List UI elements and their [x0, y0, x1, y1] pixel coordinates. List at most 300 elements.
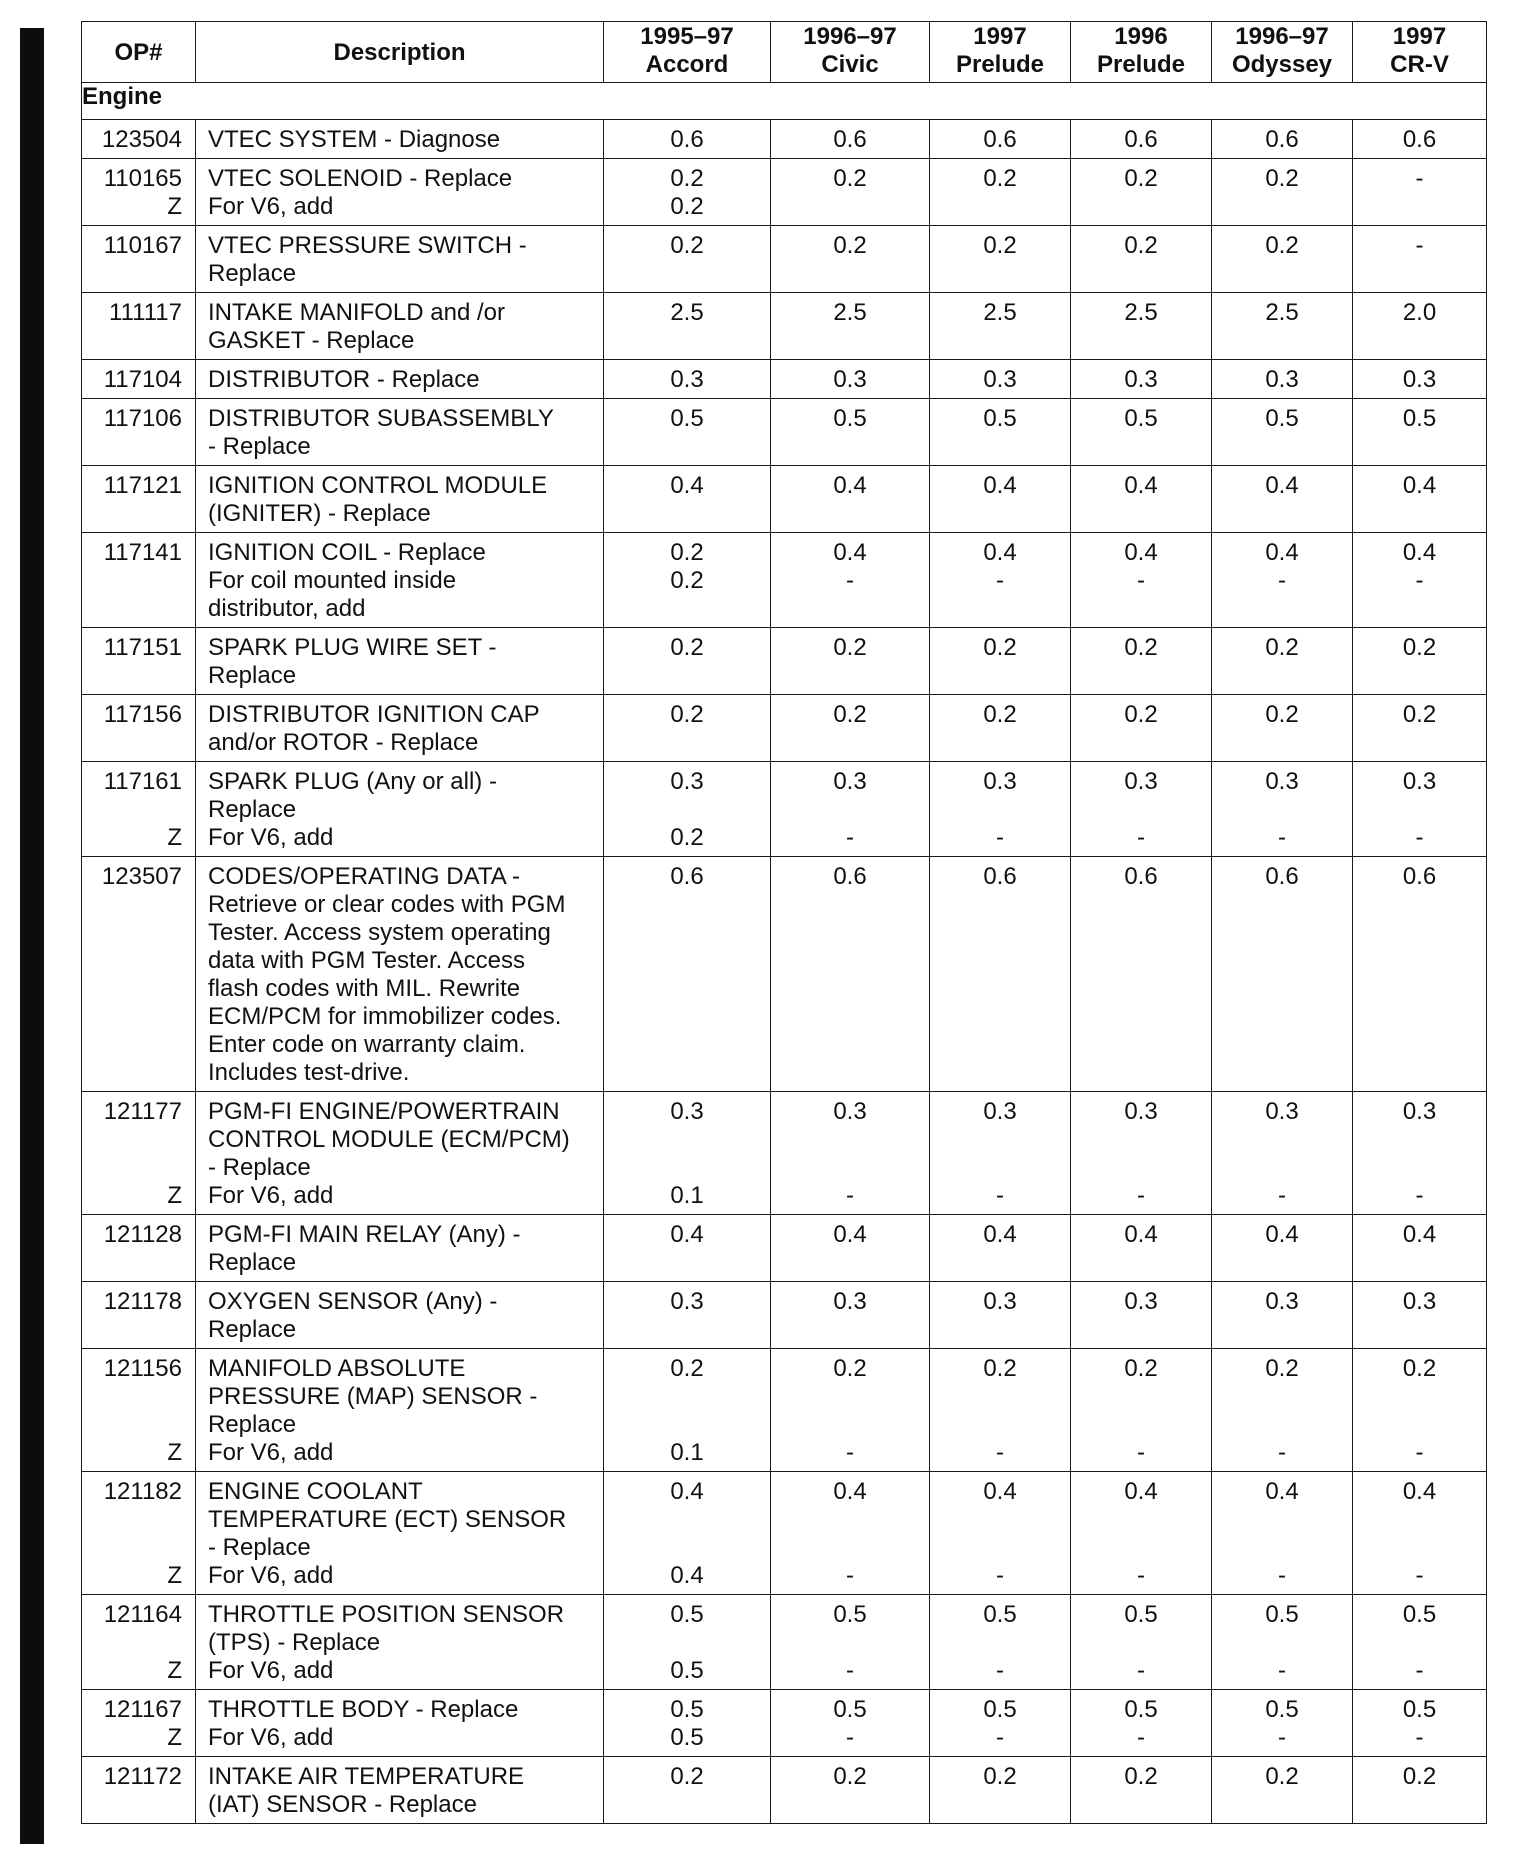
labor-time-cell-line — [771, 1629, 929, 1657]
table-row — [82, 857, 1487, 1092]
description-cell — [196, 120, 604, 159]
op-code-cell-line: Z — [167, 1562, 182, 1589]
labor-time-cell — [771, 293, 930, 360]
op-code-cell-line — [82, 729, 182, 757]
description-cell — [196, 1690, 604, 1757]
labor-time-cell-line: 2.5 — [1265, 299, 1299, 326]
op-code-cell — [82, 1690, 196, 1757]
labor-time-cell-line — [1071, 327, 1211, 355]
op-code-cell — [82, 1472, 196, 1595]
labor-time-cell-line — [771, 260, 929, 288]
labor-time-cell-line — [604, 260, 770, 288]
labor-time-cell-line: 0.5 — [1402, 1601, 1437, 1628]
labor-time-cell-line — [1212, 1249, 1352, 1277]
description-cell-line: IGNITION COIL - Replace — [208, 539, 486, 566]
table-header — [82, 22, 1487, 83]
labor-time-cell-line — [1071, 1059, 1211, 1087]
labor-time-cell-line — [1071, 729, 1211, 757]
labor-time-cell — [930, 120, 1071, 159]
op-code-cell-line: 117141 — [103, 539, 182, 566]
labor-time-cell — [1212, 857, 1353, 1092]
labor-time-cell-line: 0.5 — [1124, 1696, 1158, 1723]
labor-time-cell — [1353, 1349, 1487, 1472]
labor-time-cell-line — [604, 1506, 770, 1534]
labor-time-cell-line — [604, 1249, 770, 1277]
labor-time-cell-line: 0.3 — [1124, 1098, 1158, 1125]
labor-time-cell-line — [604, 327, 770, 355]
labor-time-cell-line: 0.2 — [670, 539, 704, 566]
labor-time-cell — [1212, 1282, 1353, 1349]
labor-time-cell — [771, 1349, 930, 1472]
labor-time-cell-line: 0.2 — [983, 1355, 1017, 1382]
labor-time-cell-line: 0.3 — [670, 1288, 704, 1315]
labor-time-cell-line — [1353, 1154, 1486, 1182]
labor-time-cell — [1071, 466, 1212, 533]
labor-time-cell — [930, 762, 1071, 857]
labor-time-cell-line — [771, 919, 929, 947]
description-cell-line: INTAKE AIR TEMPERATURE — [208, 1763, 525, 1790]
labor-time-cell-line — [1212, 1126, 1352, 1154]
table-row — [82, 695, 1487, 762]
labor-time-cell — [1212, 466, 1353, 533]
labor-time-cell-line: - — [1278, 1182, 1286, 1209]
description-cell-line: data with PGM Tester. Access — [208, 947, 526, 974]
labor-time-cell-line: 0.6 — [670, 863, 704, 890]
labor-time-cell — [771, 533, 930, 628]
labor-time-cell-line: 0.3 — [833, 366, 867, 393]
labor-time-cell-line — [604, 1154, 770, 1182]
labor-time-cell-line: 0.6 — [1124, 126, 1158, 153]
description-cell-line: Replace — [208, 662, 297, 689]
description-cell — [196, 695, 604, 762]
labor-time-cell — [1071, 360, 1212, 399]
labor-time-cell-line: 0.4 — [833, 539, 867, 566]
description-cell-line: Replace — [208, 796, 297, 823]
description-cell-line: For V6, add — [208, 1439, 334, 1466]
op-code-cell — [82, 293, 196, 360]
labor-time-cell-line: 0.6 — [1402, 863, 1437, 890]
labor-time-cell-line: - — [1415, 165, 1424, 192]
labor-time-cell-line: 0.2 — [1265, 232, 1299, 259]
labor-time-cell-line: 0.3 — [1265, 768, 1299, 795]
labor-time-cell-line: 0.6 — [833, 863, 867, 890]
labor-time-cell — [604, 399, 771, 466]
labor-time-cell-line — [1212, 1031, 1352, 1059]
labor-time-cell-line: 0.2 — [670, 232, 704, 259]
labor-time-cell-line — [1353, 1629, 1486, 1657]
labor-time-cell-line — [1353, 1411, 1486, 1439]
labor-time-cell-line: 0.5 — [670, 1601, 704, 1628]
header-model — [1212, 22, 1353, 83]
labor-time-cell-line — [930, 193, 1070, 221]
labor-time-cell-line: 0.3 — [670, 366, 704, 393]
description-cell-line: IGNITION CONTROL MODULE — [208, 472, 548, 499]
labor-time-cell-line — [771, 662, 929, 690]
labor-time-cell — [1071, 1215, 1212, 1282]
table-row — [82, 1349, 1487, 1472]
labor-time-cell-line — [930, 1411, 1070, 1439]
labor-time-cell — [604, 762, 771, 857]
labor-time-cell-line — [1212, 975, 1352, 1003]
description-cell — [196, 360, 604, 399]
labor-time-cell-line: 0.4 — [983, 472, 1017, 499]
labor-time-cell-line — [1212, 1791, 1352, 1819]
labor-time-cell — [930, 857, 1071, 1092]
labor-time-cell-line — [771, 595, 929, 623]
labor-time-cell — [604, 159, 771, 226]
labor-time-cell-line: 0.5 — [833, 405, 867, 432]
labor-time-cell-line — [930, 729, 1070, 757]
description-cell — [196, 399, 604, 466]
op-code-cell — [82, 226, 196, 293]
labor-time-cell-line: - — [996, 1562, 1004, 1589]
labor-time-cell — [1212, 293, 1353, 360]
labor-time-cell — [771, 1595, 930, 1690]
labor-time-cell-line: 0.5 — [670, 405, 704, 432]
labor-time-cell — [1353, 399, 1487, 466]
labor-time-cell-line — [771, 891, 929, 919]
header-model — [930, 22, 1071, 83]
labor-time-cell-line: 0.4 — [1402, 472, 1437, 499]
op-code-cell-line: 121128 — [103, 1221, 182, 1248]
table-row — [82, 399, 1487, 466]
description-cell-line: (TPS) - Replace — [208, 1629, 381, 1656]
table-row — [82, 120, 1487, 159]
labor-time-cell-line: 0.4 — [1265, 472, 1299, 499]
table-row — [82, 762, 1487, 857]
labor-time-cell — [771, 466, 930, 533]
description-cell — [196, 159, 604, 226]
labor-time-cell-line — [1353, 1791, 1486, 1819]
labor-time-cell-line — [771, 947, 929, 975]
labor-time-cell-line — [1353, 1126, 1486, 1154]
table-row — [82, 1690, 1487, 1757]
labor-time-cell-line — [771, 1534, 929, 1562]
labor-time-cell-line — [1071, 891, 1211, 919]
labor-time-cell — [1353, 1215, 1487, 1282]
labor-time-cell-line: 0.2 — [833, 634, 867, 661]
labor-time-cell — [604, 1349, 771, 1472]
labor-time-cell-line: 0.3 — [1402, 1098, 1437, 1125]
labor-time-cell — [604, 533, 771, 628]
op-code-cell-line: 117156 — [103, 701, 182, 728]
labor-time-cell-line: 0.3 — [1402, 1288, 1437, 1315]
description-cell-line: PGM-FI MAIN RELAY (Any) - — [208, 1221, 521, 1248]
labor-time-cell — [771, 762, 930, 857]
header-model-name: CR-V — [1390, 51, 1449, 78]
labor-time-cell-line — [1353, 327, 1486, 355]
labor-time-cell — [930, 533, 1071, 628]
labor-time-cell-line — [1212, 1411, 1352, 1439]
op-code-cell-line — [82, 796, 182, 824]
labor-time-cell-line: - — [996, 1724, 1004, 1751]
labor-time-cell-line: 0.5 — [1265, 1696, 1299, 1723]
labor-time-cell — [1071, 1092, 1212, 1215]
op-code-cell — [82, 159, 196, 226]
labor-time-cell-line — [930, 1154, 1070, 1182]
labor-time-cell — [1353, 360, 1487, 399]
labor-time-cell-line — [1212, 662, 1352, 690]
table-row — [82, 293, 1487, 360]
labor-time-cell — [604, 857, 771, 1092]
labor-time-cell — [604, 1472, 771, 1595]
labor-time-cell-line: 0.1 — [670, 1439, 704, 1466]
labor-time-cell-line — [930, 595, 1070, 623]
labor-time-cell-line — [930, 1031, 1070, 1059]
labor-time-cell-line — [604, 975, 770, 1003]
header-model — [1353, 22, 1487, 83]
labor-time-cell-line: 0.4 — [1402, 539, 1437, 566]
op-code-cell-line: 110165 — [103, 165, 182, 192]
labor-time-cell-line: 0.6 — [1402, 126, 1437, 153]
labor-time-cell-line — [1212, 1154, 1352, 1182]
labor-time-cell-line — [604, 1031, 770, 1059]
op-code-cell-line — [82, 500, 182, 528]
labor-time-cell-line — [1353, 1003, 1486, 1031]
labor-time-cell — [1071, 628, 1212, 695]
labor-time-cell-line: - — [1415, 1657, 1424, 1684]
description-cell-line: VTEC SYSTEM - Diagnose — [208, 126, 501, 153]
op-code-cell — [82, 120, 196, 159]
labor-time-cell-line — [1071, 595, 1211, 623]
labor-time-cell — [771, 120, 930, 159]
labor-time-cell-line — [930, 327, 1070, 355]
labor-time-cell-line — [1353, 796, 1486, 824]
labor-time-cell-line: - — [996, 1657, 1004, 1684]
op-code-cell-line — [82, 1126, 182, 1154]
labor-time-cell-line: 0.4 — [1402, 1478, 1437, 1505]
section-row — [82, 83, 1487, 120]
labor-time-cell-line: 0.2 — [670, 567, 704, 594]
labor-time-cell — [930, 399, 1071, 466]
header-model-name: Odyssey — [1231, 51, 1333, 78]
labor-time-cell-line — [930, 1126, 1070, 1154]
labor-time-cell-line — [930, 891, 1070, 919]
labor-time-cell-line: 0.3 — [1124, 366, 1158, 393]
labor-time-cell-line: 0.4 — [833, 1478, 867, 1505]
labor-time-cell-line — [604, 433, 770, 461]
labor-time-cell-line — [604, 1316, 770, 1344]
labor-time-cell-line: - — [1278, 824, 1286, 851]
description-cell-line: Replace — [208, 1249, 297, 1276]
op-code-cell-line: 111117 — [109, 299, 182, 326]
labor-time-cell — [1071, 399, 1212, 466]
labor-time-cell — [1071, 1690, 1212, 1757]
labor-time-cell-line — [1071, 1629, 1211, 1657]
table-row — [82, 159, 1487, 226]
description-cell-line: ENGINE COOLANT — [208, 1478, 423, 1505]
labor-time-cell — [604, 1757, 771, 1824]
labor-time-cell — [771, 1757, 930, 1824]
labor-time-cell-line: - — [1137, 1724, 1145, 1751]
labor-time-cell — [604, 226, 771, 293]
op-code-cell-line — [82, 1383, 182, 1411]
op-code-cell-line: Z — [167, 824, 182, 851]
labor-time-cell — [1212, 1215, 1353, 1282]
labor-time-cell-line — [1212, 260, 1352, 288]
description-cell — [196, 226, 604, 293]
labor-time-cell — [930, 466, 1071, 533]
description-cell-line: For V6, add — [208, 824, 334, 851]
labor-time-cell-line — [930, 1249, 1070, 1277]
labor-time-cell-line — [1353, 891, 1486, 919]
labor-time-cell-line: 0.5 — [833, 1601, 867, 1628]
labor-time-cell-line — [930, 796, 1070, 824]
labor-time-cell-line: 0.3 — [670, 1098, 704, 1125]
labor-time-cell-line: 0.4 — [1265, 1478, 1299, 1505]
labor-time-cell-line: 0.2 — [1265, 1763, 1299, 1790]
labor-time-cell-line: - — [1415, 1724, 1424, 1751]
op-code-cell-line: 121178 — [103, 1288, 182, 1315]
labor-time-cell-line — [1212, 500, 1352, 528]
description-cell — [196, 1215, 604, 1282]
labor-time-cell — [930, 360, 1071, 399]
labor-time-cell — [930, 1215, 1071, 1282]
labor-time-cell — [771, 857, 930, 1092]
labor-time-cell-line — [604, 919, 770, 947]
description-cell-line: For V6, add — [208, 1182, 334, 1209]
description-cell — [196, 533, 604, 628]
labor-time-cell — [604, 1690, 771, 1757]
labor-time-cell-line — [1071, 193, 1211, 221]
labor-time-cell-line: 0.2 — [670, 1355, 704, 1382]
labor-time-cell-line: 0.4 — [670, 472, 704, 499]
labor-time-cell-line: 0.6 — [983, 863, 1017, 890]
labor-time-cell — [930, 293, 1071, 360]
labor-time-cell — [1212, 360, 1353, 399]
labor-time-cell-line: 0.5 — [1124, 1601, 1158, 1628]
op-code-cell-line — [82, 1249, 182, 1277]
labor-time-cell-line: 0.3 — [1265, 1288, 1299, 1315]
labor-time-cell — [1212, 120, 1353, 159]
labor-time-cell-line: 0.2 — [670, 824, 704, 851]
labor-time-cell-line — [1353, 1316, 1486, 1344]
table-row — [82, 360, 1487, 399]
labor-time-cell-line: 0.4 — [1265, 539, 1299, 566]
labor-time-cell-line — [604, 729, 770, 757]
labor-time-cell-line — [1353, 595, 1486, 623]
labor-time-cell — [1353, 226, 1487, 293]
labor-time-cell-line: 0.2 — [670, 634, 704, 661]
description-cell — [196, 628, 604, 695]
table-row — [82, 1757, 1487, 1824]
op-code-cell — [82, 399, 196, 466]
labor-time-cell-line: 0.5 — [670, 1657, 704, 1684]
labor-time-cell-line — [1071, 1534, 1211, 1562]
op-code-cell-line — [82, 1003, 182, 1031]
table-row — [82, 226, 1487, 293]
op-code-cell-line: 123507 — [101, 863, 182, 890]
labor-time-cell-line: - — [846, 1657, 854, 1684]
section-title: Engine — [82, 83, 1487, 120]
labor-time-cell-line: - — [996, 567, 1004, 594]
op-code-cell-line — [82, 433, 182, 461]
labor-time-cell — [930, 1282, 1071, 1349]
labor-time-cell-line — [1212, 891, 1352, 919]
labor-time-cell-line — [1353, 433, 1486, 461]
description-cell-line: CONTROL MODULE (ECM/PCM) — [208, 1126, 570, 1153]
labor-time-cell-line — [604, 1629, 770, 1657]
labor-time-cell — [1212, 399, 1353, 466]
labor-time-cell-line: - — [1278, 1439, 1286, 1466]
table-row — [82, 1215, 1487, 1282]
labor-time-cell-line — [1071, 919, 1211, 947]
labor-time-cell-line: 0.5 — [833, 1696, 867, 1723]
labor-time-cell-line: 0.6 — [1265, 863, 1299, 890]
table-row — [82, 533, 1487, 628]
labor-time-cell-line: 0.4 — [983, 1478, 1017, 1505]
labor-time-cell-line — [604, 796, 770, 824]
labor-time-cell-line — [1071, 1249, 1211, 1277]
labor-time-cell — [930, 695, 1071, 762]
op-code-cell-line — [82, 1059, 182, 1087]
labor-time-cell-line: - — [1415, 1439, 1424, 1466]
header-model-years: 1997 — [973, 23, 1027, 50]
description-cell-line: OXYGEN SENSOR (Any) - — [208, 1288, 498, 1315]
op-code-cell-line: 121177 — [103, 1098, 182, 1125]
labor-time-cell-line — [1071, 796, 1211, 824]
labor-time-cell — [1071, 226, 1212, 293]
labor-time-cell-line — [1212, 327, 1352, 355]
op-code-cell-line: Z — [167, 1657, 182, 1684]
labor-time-cell-line: 0.3 — [833, 1288, 867, 1315]
labor-time-cell-line — [1071, 1003, 1211, 1031]
labor-time-cell — [1212, 533, 1353, 628]
op-code-cell-line — [82, 1154, 182, 1182]
description-cell-line: flash codes with MIL. Rewrite — [208, 975, 521, 1002]
description-cell-line: Includes test-drive. — [208, 1059, 410, 1086]
labor-time-cell-line: - — [1415, 824, 1424, 851]
labor-time-cell-line: 0.2 — [833, 1355, 867, 1382]
labor-time-cell-line — [1071, 1383, 1211, 1411]
labor-time-cell — [1212, 1690, 1353, 1757]
op-code-cell-line: 121167 — [103, 1696, 182, 1723]
labor-time-cell — [1353, 857, 1487, 1092]
op-code-cell-line — [82, 1031, 182, 1059]
labor-time-cell-line: 0.2 — [1124, 634, 1158, 661]
labor-time-cell — [1212, 1092, 1353, 1215]
labor-time-cell — [771, 1215, 930, 1282]
op-code-cell — [82, 762, 196, 857]
labor-time-cell-line — [604, 1411, 770, 1439]
labor-time-cell-line: 0.6 — [833, 126, 867, 153]
description-cell-line: For V6, add — [208, 1657, 334, 1684]
labor-time-cell-line — [771, 1031, 929, 1059]
op-code-cell-line: 123504 — [101, 126, 182, 153]
labor-time-cell-line: - — [1278, 1562, 1286, 1589]
labor-time-cell-line — [1212, 1059, 1352, 1087]
op-code-cell — [82, 857, 196, 1092]
labor-time-cell — [1071, 120, 1212, 159]
labor-time-cell — [930, 159, 1071, 226]
labor-time-cell-line — [1353, 260, 1486, 288]
op-code-cell-line: 121164 — [103, 1601, 182, 1628]
labor-time-cell-line: 0.4 — [833, 472, 867, 499]
labor-time-cell-line: 0.4 — [983, 539, 1017, 566]
labor-time-cell-line: 0.2 — [670, 1763, 704, 1790]
labor-time-cell — [1212, 1472, 1353, 1595]
labor-time-cell — [1071, 1595, 1212, 1690]
description-cell-line: SPARK PLUG (Any or all) - — [208, 768, 497, 795]
labor-time-cell-line: 0.6 — [1265, 126, 1299, 153]
labor-time-cell-line — [1212, 1003, 1352, 1031]
labor-time-cell — [930, 628, 1071, 695]
op-code-cell-line: Z — [167, 1724, 182, 1751]
op-code-cell — [82, 1757, 196, 1824]
labor-time-cell — [604, 628, 771, 695]
op-code-cell-line — [82, 260, 182, 288]
labor-time-cell-line: 0.4 — [1124, 472, 1158, 499]
